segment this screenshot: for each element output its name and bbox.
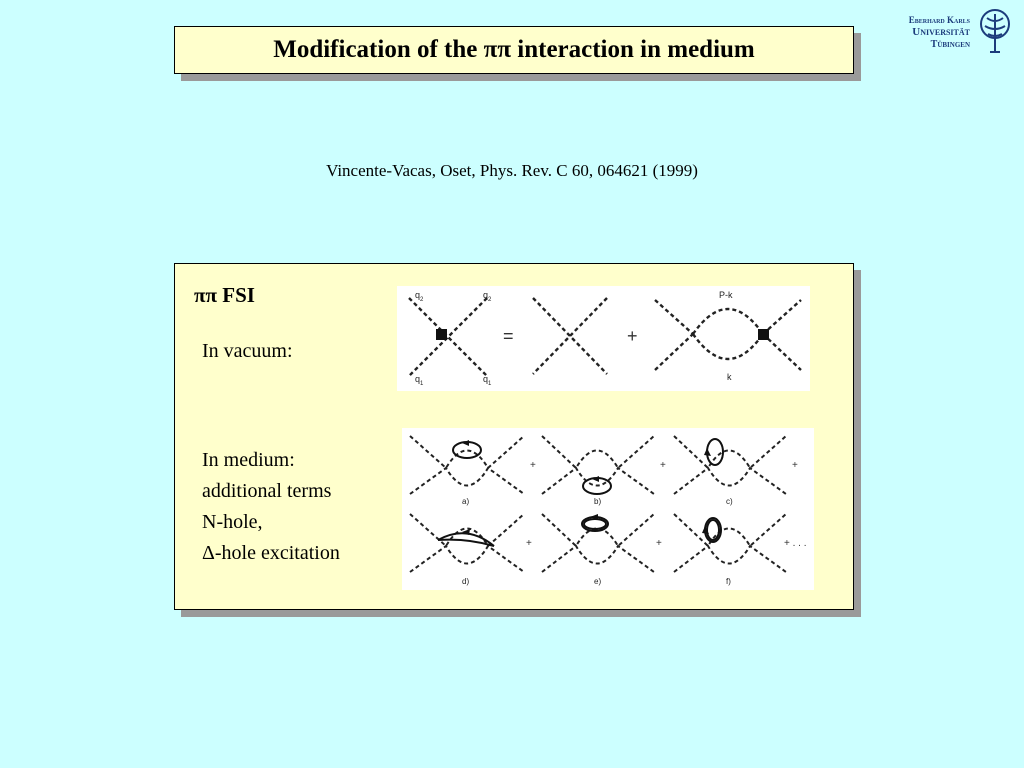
medium-line: N-hole, [202, 511, 263, 533]
label-sub: 2 [488, 297, 492, 303]
logo-line-1: Eberhard Karls [908, 15, 970, 25]
label-sub: 2 [420, 297, 424, 303]
slide-title: Modification of the ππ interaction in medium [273, 36, 755, 63]
panel-heading: ππ FSI [194, 283, 255, 307]
plus-sign: + [792, 460, 798, 471]
caption-d: d) [462, 577, 470, 586]
svg-text:q2 [415, 290, 424, 303]
label-q: q [415, 290, 421, 300]
label-q: q [483, 374, 489, 384]
caption-a: a) [462, 497, 470, 506]
equals-sign: = [503, 326, 514, 346]
caption-c: c) [726, 497, 733, 506]
label-q: q [415, 374, 421, 384]
label-k: k [727, 372, 732, 382]
logo-line-2: Universität [912, 26, 970, 38]
plus-sign: + [530, 460, 536, 471]
vertex-square-icon [758, 329, 769, 340]
svg-text:q2 [483, 290, 492, 303]
caption-e: e) [594, 577, 602, 586]
plus-sign: + [526, 538, 532, 549]
medium-description [202, 445, 340, 569]
label-sub: 1 [420, 381, 424, 387]
vacuum-label: In vacuum: [202, 340, 293, 362]
palm-tree-icon [978, 8, 1012, 54]
label-pk: P-k [719, 290, 733, 300]
svg-text:q1 [415, 374, 424, 387]
plus-sign: + [627, 326, 638, 346]
medium-line: additional terms [202, 480, 332, 502]
ellipsis: + . . . [784, 538, 807, 549]
medium-line: Δ-hole excitation [202, 542, 340, 564]
vacuum-feynman-diagram [397, 286, 810, 391]
university-logo [884, 8, 1016, 56]
caption-f: f) [726, 577, 731, 586]
caption-b: b) [594, 497, 602, 506]
label-sub: 1 [488, 381, 492, 387]
svg-text:q1 [483, 374, 492, 387]
medium-line: In medium: [202, 449, 295, 471]
vertex-square-icon [436, 329, 447, 340]
medium-feynman-diagrams [402, 428, 814, 590]
logo-line-3: Tübingen [930, 39, 970, 50]
label-q: q [483, 290, 489, 300]
plus-sign: + [656, 538, 662, 549]
title-box [174, 26, 854, 74]
plus-sign: + [660, 460, 666, 471]
citation: Vincente-Vacas, Oset, Phys. Rev. C 60, 064621 (1999) [326, 161, 698, 180]
